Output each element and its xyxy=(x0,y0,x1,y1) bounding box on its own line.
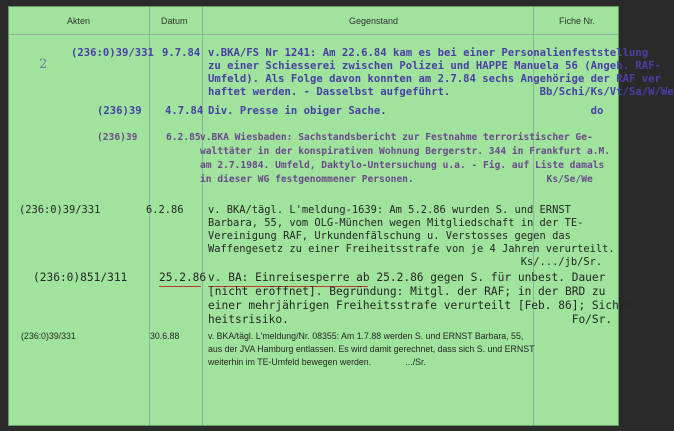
entry-6-line-3: weiterhin im TE-Umfeld bewegen werden. .../Sr. xyxy=(208,357,426,367)
entry-5-line-2: [nicht eröffnet]. Begründung: Mitgl. der RAF; in der BRD zu xyxy=(208,285,606,298)
entry-1-line-1: v.BKA/FS Nr 1241: Am 22.6.84 kam es bei einer Personalienfeststellung xyxy=(208,47,649,59)
entry-5-line-3: einer mehrjährigen Freiheitsstrafe verurteilt [Feb. 86]; Sicher- xyxy=(208,299,640,312)
entry-4-line-5: Ks/.../jb/Sr. xyxy=(208,256,603,268)
entry-6-line-2: aus der JVA Hamburg entlassen. Es wird damit gerechnet, dass sich S. und ERNST xyxy=(208,344,535,354)
entry-5-datum: 25.2.86 xyxy=(159,271,207,284)
entry-6-akten: (236:0)39/331 xyxy=(21,331,76,341)
entry-5-akten: (236:0)851/311 xyxy=(33,271,128,284)
entry-4-line-1: v. BKA/tägl. L'meldung-1639: Am 5.2.86 wurden S. und ERNST xyxy=(208,204,571,216)
entry-3-line-4: in dieser WG festgenommener Personen. Ks/Se/We xyxy=(200,174,593,185)
entry-2-line-1: Div. Presse in obiger Sache. do xyxy=(208,105,604,117)
entry-3-line-2: walttäter in der konspirativen Wohnung Bergerstr. 344 in Frankfurt a.M. xyxy=(200,146,611,157)
column-divider-akten xyxy=(149,7,150,425)
entry-4-line-3: Vereinigung RAF, Urkundenfälschung u. Verstosses gegen das xyxy=(208,230,571,242)
entry-5-line-1: v. BA: Einreisesperre ab 25.2.86 gegen S. für unbest. Dauer xyxy=(208,271,606,284)
column-divider-datum xyxy=(202,7,203,425)
entry-1-datum: 9.7.84 xyxy=(162,47,201,59)
entry-4-akten: (236:0)39/331 xyxy=(19,204,101,216)
entry-6-datum: 30.6.88 xyxy=(150,331,180,341)
entry-2-akten: (236)39 xyxy=(97,105,142,117)
entry-4-line-2: Barbara, 55, vom OLG-München wegen Mitgliedschaft in der TE- xyxy=(208,217,584,229)
entry-6-line-1: v. BKA/tägl. L'meldung/Nr. 08355: Am 1.7.88 werden S. und ERNST Barbara, 55, xyxy=(208,331,524,341)
entry-5-line-4: heitsrisiko. Fo/Sr. xyxy=(208,313,613,326)
entry-1-akten: (236:0)39/331 xyxy=(71,47,154,59)
margin-mark: 2 xyxy=(39,57,48,72)
entry-1-line-3: Umfeld). Als Folge davon konnten am 2.7.84 sechs Angehörige der RAF ver xyxy=(208,73,661,85)
entry-4-datum: 6.2.86 xyxy=(146,204,184,216)
date-underline xyxy=(159,286,201,287)
header-gegenstand: Gegenstand xyxy=(349,16,399,26)
entry-3-line-1: v.BKA Wiesbaden: Sachstandsbericht zur Festnahme terroristischer Ge- xyxy=(200,132,593,143)
header-datum: Datum xyxy=(161,16,188,26)
entry-2-datum: 4.7.84 xyxy=(165,105,204,117)
header-fiche: Fiche Nr. xyxy=(559,16,596,26)
entry-3-datum: 6.2.85 xyxy=(166,132,201,143)
index-card xyxy=(8,6,674,426)
header-akten: Akten xyxy=(67,16,91,26)
entry-3-akten: (236)39 xyxy=(97,132,138,143)
header-divider xyxy=(9,34,618,35)
entry-1-line-2: zu einer Schiesserei zwischen Polizei und HAPPE Manuela 56 (Angeh. RAF- xyxy=(208,60,661,72)
entry-1-line-4: haftet werden. - Dasselbst aufgeführt. Bb/Schi/Ks/Vt/Sa/W/We xyxy=(208,86,674,98)
entry-3-line-3: am 2.7.1984. Umfeld, Daktylo-Untersuchung u.a. - Fig. auf Liste damals xyxy=(200,160,605,171)
entry-4-line-4: Waffengesetz zu einer Freiheitsstrafe von je 4 Jahren verurteilt. xyxy=(208,243,615,255)
